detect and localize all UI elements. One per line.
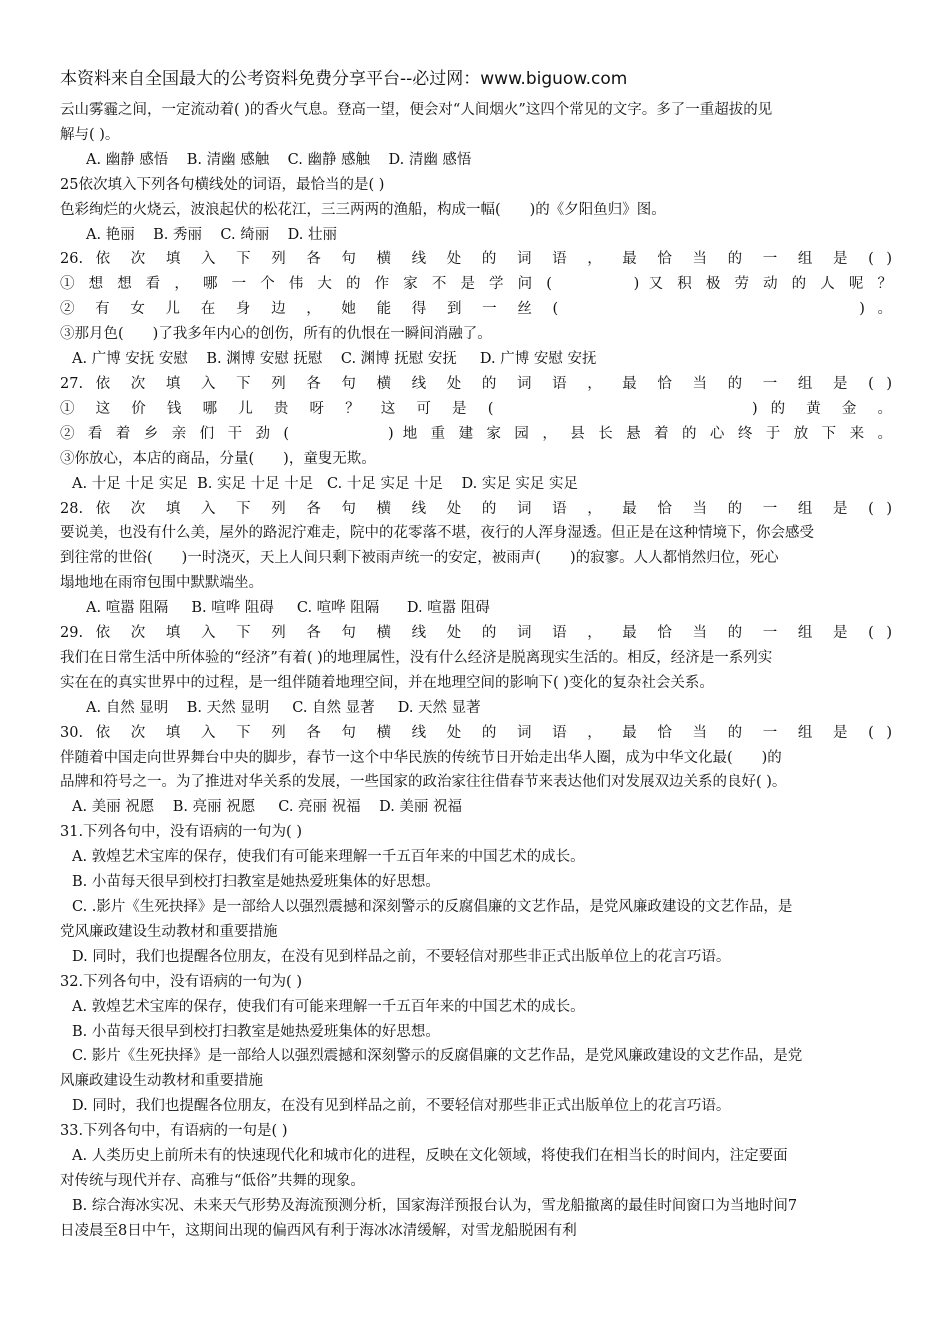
option-line: D. 同时，我们也提醒各位朋友，在没有见到样品之前，不要轻信对那些非正式出版单位上的花言巧语。 [72, 1098, 731, 1115]
answer-options: A. 自然 显明 B. 天然 显明 C. 自然 显著 D. 天然 显著 [86, 699, 481, 716]
option-line: A. 人类历史上前所未有的快速现代化和城市化的进程，反映在文化领域，将使我们在相当长的时间内，注定要面 [72, 1148, 788, 1165]
option-line: B. 小苗每天很早到校打扫教室是她热爱班集体的好思想。 [72, 874, 440, 891]
option-line: D. 同时，我们也提醒各位朋友，在没有见到样品之前，不要轻信对那些非正式出版单位上的花言巧语。 [72, 948, 731, 965]
text-line: 解与( )。 [60, 126, 120, 143]
text-line: ① 想 想 看 ， 哪 一 个 伟 大 的 作 家 不 是 学 问 ( ) 又 积 极 劳 动 的 人 呢 ？ [60, 276, 892, 293]
question-title: 25依次填入下列各句横线处的词语，最恰当的是( ) [60, 176, 385, 193]
text-line: ② 看 着 乡 亲 们 干 劲 ( ) 地 重 建 家 园 ， 县 长 悬 着 的 心 终 于 放 下 来 。 [60, 425, 892, 442]
text-line: 到往常的世俗( )一时浇灭，天上人间只剩下被雨声统一的安定，被雨声( )的寂寥。人人都悄然归位，死心 [60, 550, 779, 567]
answer-options: A. 美丽 祝愿 B. 亮丽 祝愿 C. 亮丽 祝福 D. 美丽 祝福 [72, 799, 463, 816]
question-title: 31.下列各句中，没有语病的一句为( ) [60, 824, 302, 841]
option-line: B. 综合海冰实况、未来天气形势及海流预测分析，国家海洋预报台认为，雪龙船撤离的最佳时间窗口为当地时间7 [72, 1197, 798, 1214]
answer-options: A. 广博 安抚 安慰 B. 渊博 安慰 抚慰 C. 渊博 抚慰 安抚 D. 广博 安慰 安抚 [72, 351, 597, 368]
option-line: C. 影片《生死抉择》是一部给人以强烈震撼和深刻警示的反腐倡廉的文艺作品，是党风廉政建设的文艺作品，是党 [72, 1048, 803, 1065]
question-title: 33.下列各句中，有语病的一句是( ) [60, 1123, 288, 1140]
document-body [60, 98, 892, 1244]
option-line: C. .影片《生死抉择》是一部给人以强烈震撼和深刻警示的反腐倡廉的文艺作品，是党风廉政建设的文艺作品，是 [72, 899, 793, 915]
text-line: ② 有 女 儿 在 身 边 ， 她 能 得 到 一 丝 ( ) 。 [60, 301, 892, 318]
question-title: 28. 依 次 填 入 下 列 各 句 横 线 处 的 词 语 ， 最 恰 当 的 一 组 是 ( ) [60, 500, 892, 517]
text-line: ③你放心，本店的商品，分量( )，童叟无欺。 [60, 450, 376, 467]
text-line: 党风廉政建设生动教材和重要措施 [60, 923, 278, 940]
text-line: 要说美，也没有什么美，屋外的路泥泞难走，院中的花零落不堪，夜行的人浑身湿透。但正是在这种情境下，你会感受 [60, 525, 814, 542]
answer-options: A. 十足 十足 实足 B. 实足 十足 十足 C. 十足 实足 十足 D. 实足 实足 实足 [72, 475, 579, 492]
text-line: 我们在日常生活中所体验的“经济”有着( )的地理属性，没有什么经济是脱离现实生活的。相反，经济是一系列实 [60, 649, 773, 666]
answer-options: A. 幽静 感悟 B. 清幽 感触 C. 幽静 感触 D. 清幽 感悟 [86, 151, 472, 168]
text-line: ③那月色( )了我多年内心的创伤，所有的仇恨在一瞬间消融了。 [60, 326, 492, 343]
question-title: 30. 依 次 填 入 下 列 各 句 横 线 处 的 词 语 ， 最 恰 当 的 一 组 是 ( ) [60, 724, 892, 741]
text-line: 色彩绚烂的火烧云，波浪起伏的松花江，三三两两的渔船，构成一幅( )的《夕阳鱼归》图。 [60, 201, 666, 218]
option-line: A. 敦煌艺术宝库的保存，使我们有可能来理解一千五百年来的中国艺术的成长。 [72, 849, 585, 866]
question-title: 26. 依 次 填 入 下 列 各 句 横 线 处 的 词 语 ， 最 恰 当 的 一 组 是 ( ) [60, 251, 892, 268]
option-line: A. 敦煌艺术宝库的保存，使我们有可能来理解一千五百年来的中国艺术的成长。 [72, 998, 585, 1015]
text-line: ① 这 价 钱 哪 儿 贵 呀 ？ 这 可 是 ( ) 的 黄 金 。 [60, 400, 892, 417]
text-line: 日凌晨至8日中午，这期间出现的偏西风有利于海冰冰清缓解，对雪龙船脱困有利 [60, 1222, 577, 1239]
text-line: 风廉政建设生动教材和重要措施 [60, 1073, 263, 1090]
text-line: 实在在的真实世界中的过程，是一组伴随着地理空间，并在地理空间的影响下( )变化的复杂社会关系。 [60, 674, 714, 691]
text-line: 伴随着中国走向世界舞台中央的脚步，春节一这个中华民族的传统节日开始走出华人圈，成为中华文化最( )的 [60, 749, 782, 766]
option-line: B. 小苗每天很早到校打扫教室是她热爱班集体的好思想。 [72, 1023, 440, 1040]
question-title: 29. 依 次 填 入 下 列 各 句 横 线 处 的 词 语 ， 最 恰 当 的 一 组 是 ( ) [60, 625, 892, 642]
text-line: 对传统与现代并存、高雅与“低俗”共舞的现象。 [60, 1172, 365, 1189]
question-title: 27. 依 次 填 入 下 列 各 句 横 线 处 的 词 语 ， 最 恰 当 的 一 组 是 ( ) [60, 375, 892, 392]
text-line: 云山雾霾之间，一定流动着( )的香火气息。登高一望，便会对“人间烟火”这四个常见的文字。多了一重超拔的见 [60, 102, 773, 118]
text-line: 品牌和符号之一。为了推进对华关系的发展，一些国家的政治家往往借春节来表达他们对发展双边关系的良好( )。 [60, 774, 787, 791]
answer-options: A. 喧嚣 阻隔 B. 喧哗 阻碍 C. 喧哗 阻隔 D. 喧嚣 阻碍 [86, 600, 490, 617]
answer-options: A. 艳丽 B. 秀丽 C. 绮丽 D. 壮丽 [86, 226, 337, 243]
page-header: 本资料来自全国最大的公考资料免费分享平台--必过网：www.biguow.com [60, 69, 628, 89]
question-title: 32.下列各句中，没有语病的一句为( ) [60, 973, 302, 990]
text-line: 塌地地在雨帘包围中默默端坐。 [60, 575, 263, 592]
